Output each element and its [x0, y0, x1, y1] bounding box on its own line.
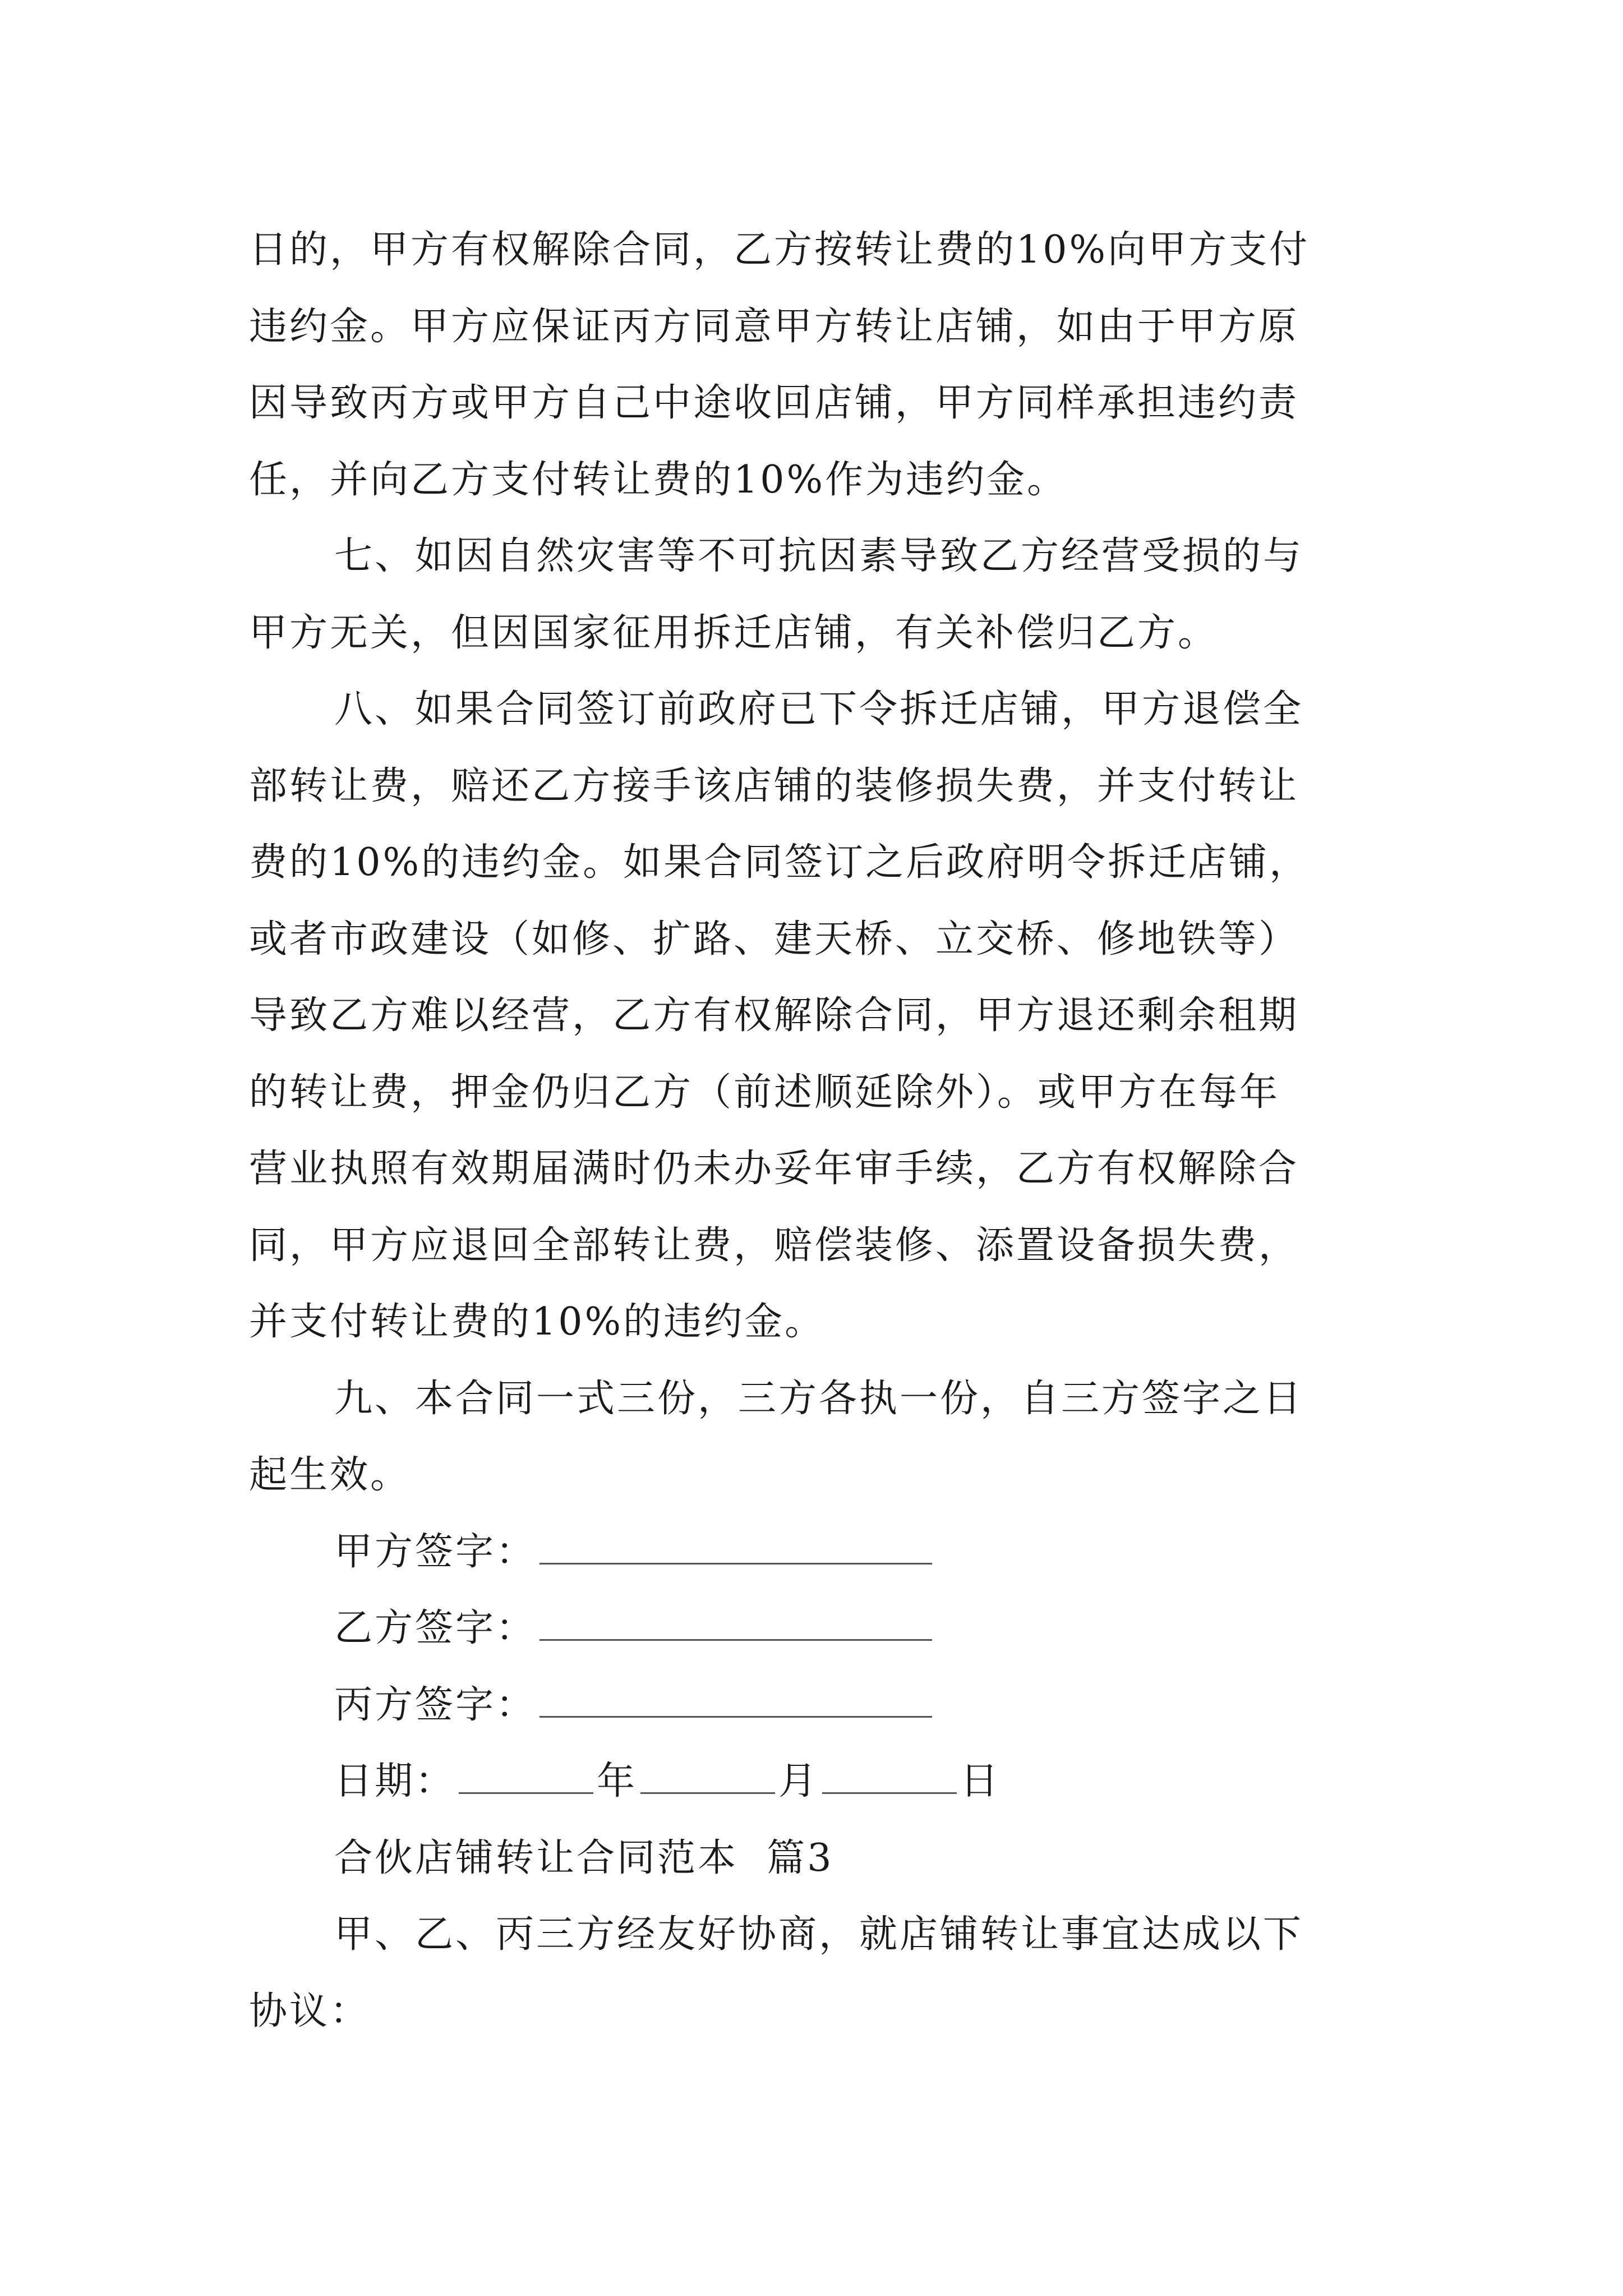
- party-a-signature-blank[interactable]: [540, 1529, 932, 1565]
- clause-seven-line: 七、如因自然灾害等不可抗因素导致乙方经营受损的与: [334, 534, 1304, 578]
- date-line: [249, 1743, 1387, 1820]
- clause-nine-line: 起生效。: [249, 1453, 411, 1497]
- clause-eight-line: 或者市政建设（如修、扩路、建天桥、立交桥、修地铁等）: [249, 917, 1299, 961]
- clause-eight-line: 费的10%的违约金。如果合同签订之后政府明令拆迁店铺，: [249, 840, 1310, 885]
- date-label: 日期：: [334, 1759, 456, 1803]
- clause-seven-line: 甲方无关，但因国家征用拆迁店铺，有关补偿归乙方。: [249, 610, 1219, 655]
- paragraph-line: 违约金。甲方应保证丙方同意甲方转让店铺，如由于甲方原: [249, 304, 1299, 349]
- paragraph-line: 任，并向乙方支付转让费的10%作为违约金。: [249, 457, 1068, 502]
- party-b-signature: [249, 1590, 1387, 1667]
- party-a-signature-label: 甲方签字：: [334, 1529, 537, 1574]
- party-b-signature-blank[interactable]: [540, 1605, 932, 1641]
- year-label: 年: [597, 1759, 638, 1803]
- party-a-signature: [249, 1514, 1387, 1591]
- party-c-signature-blank[interactable]: [540, 1682, 932, 1718]
- year-blank[interactable]: [459, 1759, 593, 1794]
- document-body: [249, 212, 1387, 2050]
- paragraph-line: 日的，甲方有权解除合同，乙方按转让费的10%向甲方支付: [249, 228, 1310, 272]
- clause-eight-line: 部转让费，赔还乙方接手该店铺的装修损失费，并支付转让: [249, 763, 1299, 808]
- day-label: 日: [960, 1759, 1001, 1803]
- party-c-signature-label: 丙方签字：: [334, 1682, 537, 1727]
- day-blank[interactable]: [822, 1759, 957, 1794]
- section-title: 合伙店铺转让合同范本 篇3: [334, 1835, 834, 1880]
- month-blank[interactable]: [640, 1759, 775, 1794]
- clause-eight-line: 导致乙方难以经营，乙方有权解除合同，甲方退还剩余租期: [249, 993, 1299, 1038]
- clause-eight-line: 同，甲方应退回全部转让费，赔偿装修、添置设备损失费，: [249, 1223, 1299, 1268]
- clause-eight-line: 的转让费，押金仍归乙方（前述顺延除外）。或甲方在每年: [249, 1070, 1280, 1115]
- month-label: 月: [778, 1759, 819, 1803]
- paragraph-line: 因导致丙方或甲方自己中途收回店铺，甲方同样承担违约责: [249, 381, 1299, 425]
- clause-eight-line: 并支付转让费的10%的违约金。: [249, 1300, 826, 1344]
- clause-eight-line: 营业执照有效期届满时仍未办妥年审手续，乙方有权解除合: [249, 1147, 1299, 1191]
- clause-eight-line: 八、如果合同签订前政府已下令拆迁店铺，甲方退偿全: [334, 687, 1304, 731]
- agreement-intro-line: 甲、乙、丙三方经友好协商，就店铺转让事宜达成以下: [334, 1912, 1304, 1957]
- clause-nine-line: 九、本合同一式三份，三方各执一份，自三方签字之日: [334, 1376, 1304, 1421]
- party-c-signature: [249, 1667, 1387, 1744]
- party-b-signature-label: 乙方签字：: [334, 1606, 537, 1650]
- agreement-intro-line: 协议：: [249, 1989, 371, 2033]
